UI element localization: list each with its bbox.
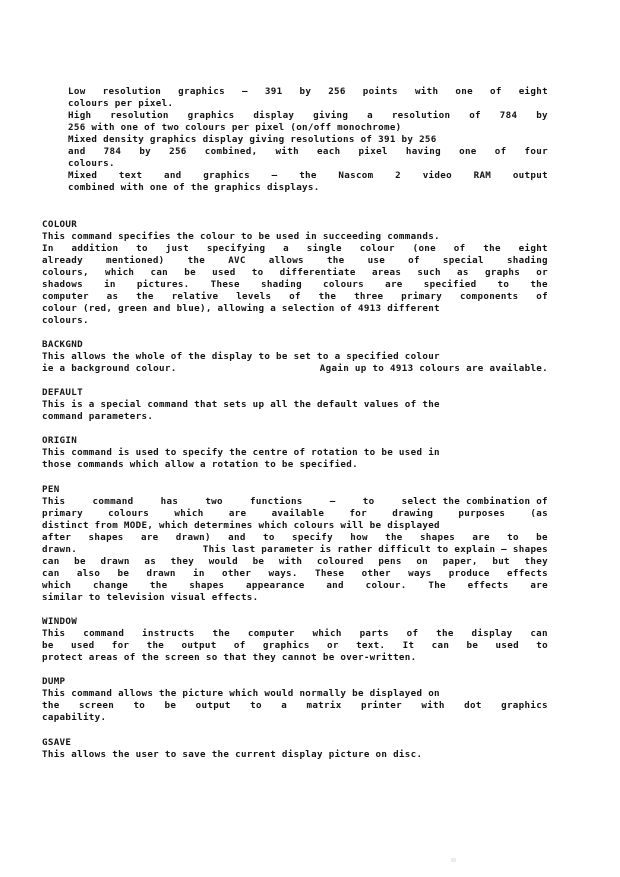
line-token: are xyxy=(472,531,490,543)
section-body-line: those commands which allow a rotation to be specified. xyxy=(42,459,358,471)
section-heading-backgnd: BACKGND xyxy=(42,338,83,350)
line-token: Nascom xyxy=(338,170,374,182)
line-token: colours, xyxy=(42,266,89,278)
line-token: specify xyxy=(292,531,333,543)
line-token: with xyxy=(275,146,299,158)
line-token: primary xyxy=(42,507,83,519)
line-token: ie a background colour. xyxy=(42,363,177,375)
line-token: select the combination of xyxy=(401,495,548,507)
line-token: text xyxy=(118,170,143,182)
line-token: of xyxy=(536,290,548,302)
line-token: effects xyxy=(507,567,548,579)
section-spacer xyxy=(42,423,548,435)
line-token: High xyxy=(68,110,92,122)
section-heading-default: DEFAULT xyxy=(42,387,83,399)
line-token: has xyxy=(160,495,179,507)
line-token: use xyxy=(367,254,386,266)
line-token: are xyxy=(530,579,548,591)
line-token: two xyxy=(205,495,223,507)
line-token: to xyxy=(497,278,510,290)
line-token: This last parameter is rather difficult to explain — shapes xyxy=(202,543,548,555)
line-token: graphs xyxy=(484,266,521,278)
line-token: on xyxy=(416,555,429,567)
line-token: already xyxy=(42,254,83,266)
line-token: a xyxy=(367,110,373,122)
line-token: the xyxy=(483,242,501,254)
section-body-line xyxy=(42,628,548,640)
line-token: coloured xyxy=(316,555,364,567)
line-token: — xyxy=(271,170,278,182)
line-token: parts xyxy=(359,628,389,640)
section-body-line: colour (red, green and blue), allowing a selection of 4913 different xyxy=(42,302,440,314)
line-token: display xyxy=(471,628,513,640)
line-token: other xyxy=(221,567,252,579)
line-token: the xyxy=(299,170,317,182)
line-token: to xyxy=(250,700,262,712)
graphics-mode-line xyxy=(68,170,548,182)
section-body-line: This allows the whole of the display to be set to a specified colour xyxy=(42,351,440,363)
line-token: can xyxy=(150,266,169,278)
line-token: also xyxy=(76,567,101,579)
line-token: specified xyxy=(423,278,477,290)
line-token: which xyxy=(42,579,72,591)
line-token: These xyxy=(315,567,345,579)
section-heading-window: WINDOW xyxy=(42,616,78,628)
section-body-line: command parameters. xyxy=(42,411,154,423)
line-token: drawn xyxy=(146,567,176,579)
line-token: used xyxy=(495,640,519,652)
line-token: Low xyxy=(68,86,86,97)
section-body-line xyxy=(42,267,548,279)
line-token: the xyxy=(326,254,345,266)
line-token: can xyxy=(42,555,60,567)
line-token: one xyxy=(459,146,477,158)
line-token: ways xyxy=(408,567,432,579)
line-token: output xyxy=(512,170,548,182)
line-token: can xyxy=(431,640,450,652)
line-token: command xyxy=(83,628,125,640)
line-token: graphics xyxy=(501,700,548,712)
line-token: functions xyxy=(250,495,303,507)
line-token: 784 xyxy=(499,110,518,122)
line-token: each xyxy=(317,146,341,158)
graphics-modes-list xyxy=(68,86,548,194)
line-token: (one xyxy=(412,242,436,254)
scan-speck xyxy=(451,858,456,862)
line-token: for xyxy=(111,640,130,652)
line-token: of xyxy=(489,86,502,97)
section-spacer xyxy=(42,604,548,616)
line-token: or xyxy=(536,266,548,278)
line-token: resolution xyxy=(110,110,169,122)
line-token: graphics xyxy=(262,640,310,652)
line-token: which xyxy=(174,507,204,519)
line-token: purposes xyxy=(458,507,506,519)
line-token: drawn xyxy=(100,555,130,567)
paragraph-spacer xyxy=(42,194,548,206)
line-token: of xyxy=(469,110,481,122)
line-token: to xyxy=(263,531,275,543)
line-token: — xyxy=(241,86,248,97)
line-token: the xyxy=(530,278,548,290)
line-token: a xyxy=(281,700,288,712)
section-body-line: This command specifies the colour to be used in succeeding commands. xyxy=(42,230,440,242)
section-body-line: protect areas of the screen so that they cannot be over-written. xyxy=(42,652,417,664)
line-token: the xyxy=(436,628,454,640)
line-token: and xyxy=(163,170,182,182)
line-token: drawn. xyxy=(42,543,78,555)
line-token: components xyxy=(459,290,519,302)
line-token: computer xyxy=(247,628,295,640)
line-token: be xyxy=(117,567,130,579)
line-token: of xyxy=(408,254,420,266)
section-spacer xyxy=(42,472,548,484)
line-token: are xyxy=(228,507,247,519)
section-spacer xyxy=(42,724,548,736)
line-token: effects xyxy=(467,579,509,591)
line-token: output xyxy=(195,700,231,712)
line-token: to xyxy=(536,640,548,652)
line-token: single xyxy=(306,242,342,254)
section-heading-gsave: GSAVE xyxy=(42,736,72,748)
line-token: used xyxy=(71,640,95,652)
section-body-line: This allows the user to save the current display picture on disc. xyxy=(42,748,423,760)
line-token: change xyxy=(93,579,129,591)
line-token: be xyxy=(466,640,479,652)
line-token: for xyxy=(349,507,368,519)
section-body-line xyxy=(42,544,548,556)
line-token: and xyxy=(228,531,246,543)
section-body-line xyxy=(42,363,548,375)
section-body-line xyxy=(42,243,548,255)
line-token: which xyxy=(312,628,342,640)
line-token: 256 xyxy=(328,86,346,97)
line-token: shapes xyxy=(88,531,124,543)
line-token: This xyxy=(42,628,66,640)
line-token: of xyxy=(406,628,419,640)
line-token: addition xyxy=(71,242,119,254)
line-token: mentioned) xyxy=(106,254,165,266)
line-token: levels xyxy=(236,290,272,302)
line-token: Again up to 4913 colours are available. xyxy=(319,363,548,375)
line-token: as xyxy=(144,555,157,567)
line-token: appearance xyxy=(246,579,305,591)
line-token: eight xyxy=(518,242,548,254)
line-token: how xyxy=(350,531,368,543)
line-token: matrix xyxy=(306,700,342,712)
paragraph-spacer xyxy=(42,206,548,218)
line-token: shadows xyxy=(42,278,83,290)
line-token: drawing xyxy=(392,507,434,519)
line-token: be xyxy=(184,266,196,278)
line-token: by xyxy=(139,146,152,158)
section-body-line: distinct from MODE, which determines which colours will be displayed xyxy=(42,519,440,531)
line-token: be xyxy=(74,555,86,567)
line-token: graphics xyxy=(203,170,251,182)
line-token: pixel xyxy=(358,146,388,158)
line-token: and xyxy=(68,146,86,158)
graphics-mode-line xyxy=(68,110,548,122)
line-token: resolution xyxy=(102,86,162,97)
line-token: 784 xyxy=(103,146,122,158)
line-token: having xyxy=(405,146,441,158)
line-token: the xyxy=(146,640,165,652)
line-token: relative xyxy=(171,290,219,302)
section-body-line: capability. xyxy=(42,712,107,724)
section-body-line: This command allows the picture which would normally be displayed on xyxy=(42,688,440,700)
graphics-mode-line: colours per pixel. xyxy=(68,98,174,110)
line-token: the xyxy=(136,290,154,302)
document-text-body xyxy=(42,86,548,761)
line-token: ways. xyxy=(268,567,298,579)
line-token: by xyxy=(536,110,548,122)
line-token: graphics xyxy=(187,110,235,122)
line-token: used xyxy=(212,266,236,278)
line-token: the xyxy=(42,700,60,712)
line-token: shading xyxy=(260,278,302,290)
line-token: as xyxy=(106,290,119,302)
section-heading-colour: COLOUR xyxy=(42,218,78,230)
section-body-line: This is a special command that sets up all the default values of the xyxy=(42,399,440,411)
line-token: primary xyxy=(401,290,443,302)
line-token: be xyxy=(164,700,177,712)
line-token: pens xyxy=(378,555,402,567)
line-token: command xyxy=(92,495,134,507)
line-token: graphics xyxy=(178,86,225,97)
line-token: This xyxy=(42,495,66,507)
section-body-line xyxy=(42,640,548,652)
line-token: of xyxy=(233,640,246,652)
section-body-line xyxy=(42,556,548,568)
line-token: screen xyxy=(78,700,115,712)
section-body-line: similar to television visual effects. xyxy=(42,591,259,603)
section-spacer xyxy=(42,375,548,387)
line-token: four xyxy=(524,146,548,158)
section-spacer xyxy=(42,664,548,676)
line-token: colours xyxy=(323,278,365,290)
graphics-mode-line: combined with one of the graphics displays. xyxy=(68,182,320,194)
line-token: such xyxy=(417,266,441,278)
line-token: which xyxy=(105,266,135,278)
line-token: The xyxy=(428,579,446,591)
graphics-mode-line: 256 with one of two colours per pixel (on/off monochrome) xyxy=(68,122,402,134)
section-body-line: colours. xyxy=(42,314,89,326)
line-token: instructs xyxy=(142,628,195,640)
line-token: they xyxy=(524,555,548,567)
line-token: colour xyxy=(359,242,395,254)
line-token: after xyxy=(42,531,72,543)
line-token: colour. xyxy=(365,579,407,591)
line-token: with xyxy=(421,700,445,712)
section-body-line xyxy=(42,255,548,267)
line-token: shapes xyxy=(189,579,225,591)
line-token: with xyxy=(278,555,303,567)
line-token: In xyxy=(42,242,54,254)
line-token: special xyxy=(442,254,484,266)
line-token: and xyxy=(326,579,344,591)
section-body-line xyxy=(42,532,548,544)
section-heading-pen: PEN xyxy=(42,483,60,495)
line-token: output xyxy=(181,640,217,652)
line-token: can xyxy=(42,567,60,579)
line-token: be xyxy=(42,640,54,652)
section-body-line xyxy=(42,291,548,303)
line-token: the xyxy=(212,628,231,640)
line-token: or xyxy=(327,640,339,652)
line-token: Mixed xyxy=(68,170,98,182)
section-body-line xyxy=(42,700,548,712)
line-token: printer xyxy=(360,700,402,712)
section-heading-origin: ORIGIN xyxy=(42,435,78,447)
line-token: combined, xyxy=(204,146,258,158)
line-token: be xyxy=(536,531,548,543)
line-token: can xyxy=(530,628,548,640)
line-token: by xyxy=(299,86,312,97)
line-token: to xyxy=(136,242,148,254)
graphics-mode-line xyxy=(68,86,548,98)
line-token: the xyxy=(187,254,206,266)
line-token: (as xyxy=(530,507,548,519)
line-token: are xyxy=(140,531,159,543)
line-token: pictures. xyxy=(136,278,190,290)
line-token: 391 xyxy=(264,86,283,97)
line-token: just xyxy=(165,242,190,254)
line-token: produce xyxy=(448,567,490,579)
command-sections xyxy=(42,219,548,761)
line-token: shading xyxy=(506,254,548,266)
line-token: in xyxy=(104,278,116,290)
line-token: points xyxy=(362,86,398,97)
section-body-line xyxy=(42,279,548,291)
line-token: one xyxy=(455,86,473,97)
section-body-line xyxy=(42,508,548,520)
graphics-mode-line xyxy=(68,146,548,158)
line-token: to xyxy=(133,700,146,712)
line-token: computer xyxy=(42,290,89,302)
line-token: video xyxy=(422,170,452,182)
line-token: giving xyxy=(313,110,349,122)
line-token: AVC xyxy=(228,254,246,266)
line-token: would xyxy=(208,555,238,567)
line-token: shapes xyxy=(419,531,456,543)
line-token: differentiate xyxy=(279,266,356,278)
line-token: the xyxy=(318,290,337,302)
line-token: as xyxy=(457,266,469,278)
line-token: three xyxy=(354,290,384,302)
section-body-line xyxy=(42,568,548,580)
line-token: drawn) xyxy=(175,531,211,543)
line-token: display xyxy=(253,110,295,122)
line-token: are xyxy=(385,278,403,290)
line-token: dot xyxy=(464,700,482,712)
line-token: in xyxy=(193,567,205,579)
line-token: It xyxy=(402,640,415,652)
graphics-mode-line: Mixed density graphics display giving resolutions of 391 by 256 xyxy=(68,134,437,146)
section-body-line xyxy=(42,580,548,592)
line-token: they xyxy=(170,555,195,567)
line-token: paper, xyxy=(442,555,478,567)
line-token: with xyxy=(414,86,439,97)
line-token: allows xyxy=(268,254,304,266)
line-token: the xyxy=(149,579,168,591)
line-token: be xyxy=(252,555,265,567)
line-token: available xyxy=(271,507,325,519)
line-token: resolution xyxy=(391,110,451,122)
section-body-line: This command is used to specify the centre of rotation to be used in xyxy=(42,447,440,459)
line-token: — xyxy=(329,495,336,507)
line-token: the xyxy=(385,531,403,543)
section-body-line xyxy=(42,496,548,508)
section-heading-dump: DUMP xyxy=(42,676,66,688)
line-token: text. xyxy=(356,640,386,652)
line-token: but xyxy=(492,555,510,567)
line-token: These xyxy=(210,278,240,290)
line-token: of xyxy=(289,290,301,302)
line-token: 256 xyxy=(169,146,187,158)
line-token: to xyxy=(251,266,264,278)
line-token: eight xyxy=(518,86,548,97)
section-spacer xyxy=(42,327,548,339)
line-token: colours xyxy=(108,507,150,519)
graphics-mode-line: colours. xyxy=(68,158,115,170)
line-token: RAM xyxy=(473,170,492,182)
line-token: to xyxy=(362,495,375,507)
line-token: of xyxy=(453,242,466,254)
line-token: specifying xyxy=(206,242,266,254)
line-token: 2 xyxy=(395,170,402,182)
line-token: of xyxy=(494,146,507,158)
line-token: to xyxy=(507,531,519,543)
line-token: a xyxy=(283,242,289,254)
line-token: areas xyxy=(371,266,402,278)
line-token: other xyxy=(361,567,391,579)
